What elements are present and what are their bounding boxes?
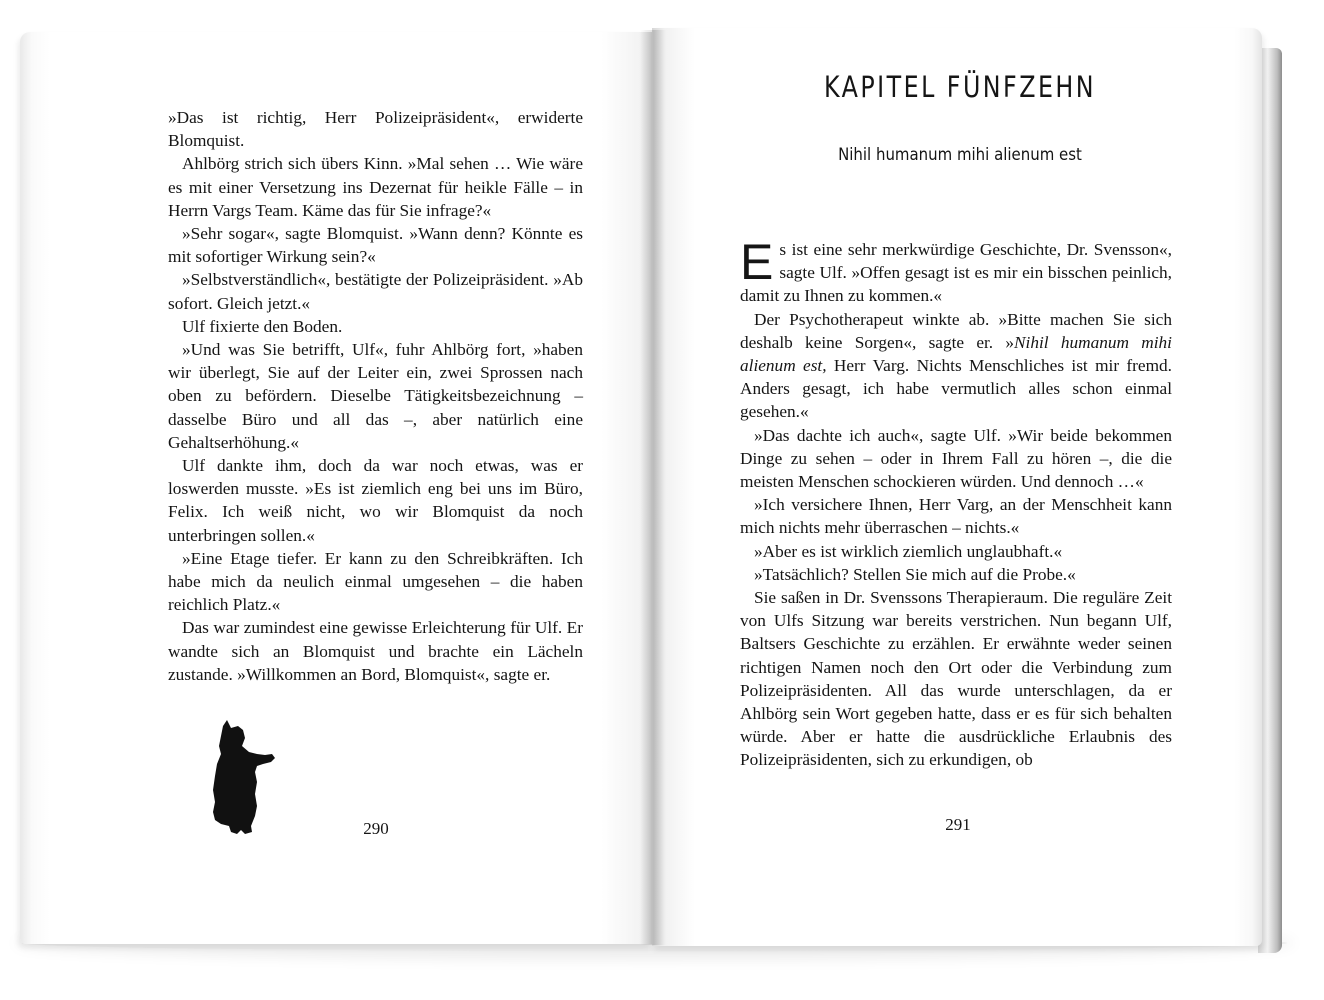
paragraph bbox=[740, 308, 1172, 424]
latin-quote: Nihil humanum mihi alienum est, bbox=[740, 332, 1172, 376]
chapter-title: KAPITEL FÜNFZEHN bbox=[823, 70, 1097, 104]
paragraph: »Und was Sie betrifft, Ulf«, fuhr Ahlbörg fort, »haben wir überlegt, Sie auf der Leiter ein, zwei Sprossen nach oben zu befördern. Dieselbe Tätigkeitsbezeichnung – dasselbe Büro und all das –, aber natürlich eine Gehaltserhöhung.« bbox=[168, 340, 583, 452]
paragraph-text: s ist eine sehr merkwürdige Geschichte, Dr. Svensson«, sagte Ulf. »Offen gesagt ist es mir ein bisschen peinlich, damit zu Ihnen zu kommen.« bbox=[740, 240, 1172, 306]
book-gutter bbox=[640, 30, 666, 945]
page-number-left: 290 bbox=[363, 819, 389, 838]
paragraph bbox=[740, 234, 1172, 308]
page-number-right: 291 bbox=[945, 815, 971, 834]
paragraph: »Eine Etage tiefer. Er kann zu den Schreibkräften. Ich habe mich da neulich einmal umgesehen – die haben reichlich Platz.« bbox=[168, 548, 583, 615]
right-page-text bbox=[740, 234, 1172, 772]
paragraph: »Tatsächlich? Stellen Sie mich auf die Probe.« bbox=[754, 564, 1076, 584]
paragraph: »Selbstverständlich«, bestätigte der Polizeipräsident. »Ab sofort. Gleich jetzt.« bbox=[168, 270, 583, 313]
paragraph: Ulf dankte ihm, doch da war noch etwas, was er loswerden musste. »Es ist ziemlich eng bei uns im Büro, Felix. Ich weiß nicht, wo wir Blomquist da noch unterbringen sollen.« bbox=[168, 456, 583, 545]
paragraph-text: Herr Varg. Nichts Menschliches ist mir fremd. Anders gesagt, ich habe vermutlich alles schon einmal gesehen.« bbox=[740, 356, 1172, 422]
paragraph: Sie saßen in Dr. Svenssons Therapieraum. Die reguläre Zeit von Ulfs Sitzung war bereits verstrichen. Nun begann Ulf, Baltsers Geschichte zu erzählen. Er erwähnte weder seinen richtigen Namen noch den Ort oder die Verbindung zum Polizeipräsidenten. All das wurde unterschlagen, da er Ahlbörg sein Wort gegeben hatte, dass er es für sich behalten würde. Aber er hatte die ausdrückliche Erlaubnis des Polizeipräsidenten, sich zu erkundigen, ob bbox=[740, 588, 1172, 770]
paragraph: »Ich versichere Ihnen, Herr Varg, an der Menschheit kann mich nichts mehr überraschen – nichts.« bbox=[740, 495, 1172, 538]
paragraph: Ulf fixierte den Boden. bbox=[182, 316, 343, 336]
dog-silhouette-icon bbox=[205, 718, 277, 836]
drop-cap: E bbox=[740, 234, 774, 290]
left-page-text bbox=[168, 106, 583, 686]
chapter-epigraph: Nihil humanum mihi alienum est bbox=[838, 145, 1082, 165]
paragraph: Ahlbörg strich sich übers Kinn. »Mal sehen … Wie wäre es mit einer Versetzung ins Dezernat für heikle Fälle – in Herrn Vargs Team. Käme das für Sie infrage?« bbox=[168, 154, 583, 220]
paragraph: »Aber es ist wirklich ziemlich unglaubhaft.« bbox=[754, 541, 1063, 561]
paragraph: »Das dachte ich auch«, sagte Ulf. »Wir beide bekommen Dinge zu sehen – oder in Ihrem Fall zu hören –, die die meisten Menschen schockieren würden. Und dennoch …« bbox=[740, 425, 1172, 492]
paragraph: »Das ist richtig, Herr Polizeipräsident«, erwiderte Blomquist. bbox=[168, 108, 583, 151]
paragraph: Das war zumindest eine gewisse Erleichterung für Ulf. Er wandte sich an Blomquist und brachte ein Lächeln zustande. »Willkommen an Bord, Blomquist«, sagte er. bbox=[168, 618, 583, 684]
paragraph: »Sehr sogar«, sagte Blomquist. »Wann denn? Könnte es mit sofortiger Wirkung sein?« bbox=[168, 224, 583, 267]
paragraph-text: Der Psychotherapeut winkte ab. »Bitte machen Sie sich deshalb keine Sorgen«, sagte er. » bbox=[740, 309, 1172, 352]
